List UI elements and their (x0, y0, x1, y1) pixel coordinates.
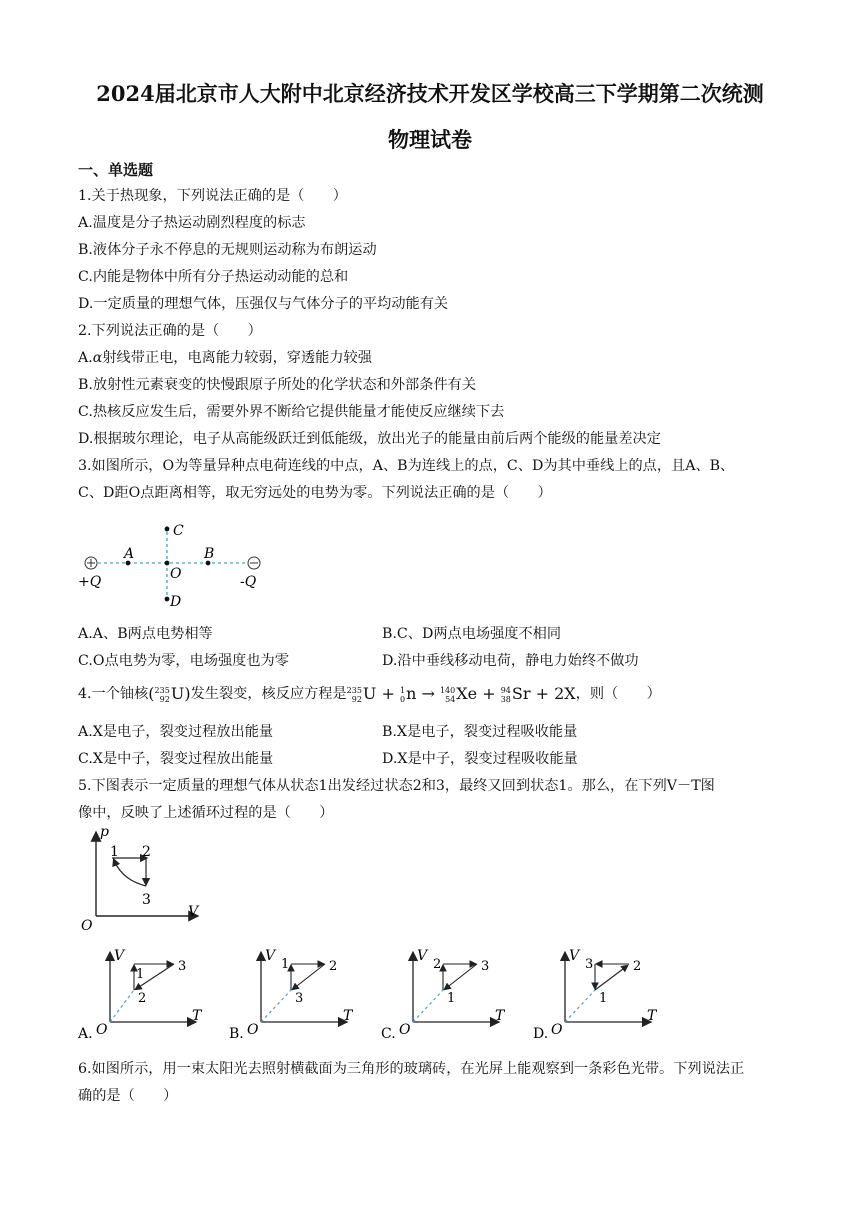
state-2-label: 2 (142, 844, 151, 860)
point-d-label: D (170, 594, 182, 610)
q4-stem: 4.一个铀核( 235 92 U)发生裂变，核反应方程是 235 92 U + 1 0 n → 140 54 Xe + 94 38 Sr + 2X，则（ ） (78, 684, 661, 704)
option-letter: B. (229, 1026, 244, 1042)
origin-label: O (81, 918, 93, 934)
plus-q-label: +Q (78, 574, 102, 590)
q4-option-b: B.X是电子，裂变过程吸收能量 (382, 724, 578, 740)
t-axis-label: T (192, 1008, 202, 1024)
state-label: 3 (481, 959, 490, 974)
q6-stem-line2: 确的是（ ） (78, 1088, 178, 1104)
state-label: 3 (585, 957, 594, 972)
vt-graph-option-a (78, 950, 208, 1040)
vt-graph-option-d (533, 950, 663, 1040)
q4-option-c: C.X是中子，裂变过程放出能量 (78, 751, 274, 767)
q3-option-d: D.沿中垂线移动电荷，静电力始终不做功 (382, 653, 639, 669)
origin-label: O (399, 1022, 411, 1038)
q3-option-c: C.O点电势为零，电场强度也为零 (78, 653, 289, 669)
state-label: 2 (433, 957, 442, 972)
v-axis-label: V (188, 904, 199, 920)
state-label: 3 (295, 991, 304, 1006)
q2-stem: 2.下列说法正确的是（ ） (78, 323, 262, 339)
t-axis-label: T (495, 1008, 505, 1024)
point-a-label: A (124, 546, 135, 562)
q3-option-a: A.A、B两点电势相等 (78, 626, 213, 642)
p-axis-label: p (100, 824, 109, 840)
v-axis-label: V (265, 948, 276, 964)
vt-graph-option-c (381, 950, 511, 1040)
point-b-label: B (204, 546, 215, 562)
point-o-label: O (170, 566, 182, 582)
q4-option-d: D.X是中子，裂变过程吸收能量 (382, 751, 578, 767)
state-label: 1 (281, 957, 290, 972)
pv-diagram (78, 824, 208, 938)
t-axis-label: T (647, 1008, 657, 1024)
uranium-nuclide: ( 235 92 U) (148, 684, 191, 704)
q6-stem-line1: 6.如图所示，用一束太阳光去照射横截面为三角形的玻璃砖，在光屏上能观察到一条彩色光带。下列说法正 (78, 1061, 745, 1077)
q3-stem-line2: C、D距O点距离相等，取无穷远处的电势为零。下列说法正确的是（ ） (78, 485, 552, 501)
origin-label: O (551, 1022, 563, 1038)
origin-label: O (96, 1022, 108, 1038)
q3-stem-line1: 3.如图所示，O为等量异种点电荷连线的中点，A、B为连线上的点，C、D为其中垂线上的点，且A、B、 (78, 458, 735, 474)
q3-option-b: B.C、D两点电场强度不相同 (382, 626, 562, 642)
point-c-label: C (173, 523, 184, 539)
origin-label: O (247, 1022, 259, 1038)
state-label: 2 (138, 991, 147, 1006)
minus-q-label: -Q (240, 574, 257, 590)
q2-option-a: A.α射线带正电，电离能力较弱，穿透能力较强 (78, 350, 372, 366)
alpha-symbol: α (92, 350, 103, 366)
state-label: 3 (178, 959, 187, 974)
state-label: 2 (633, 959, 642, 974)
q1-stem: 1.关于热现象，下列说法正确的是（ ） (78, 188, 347, 204)
q1-option-d: D.一定质量的理想气体，压强仅与气体分子的平均动能有关 (78, 296, 449, 312)
q2-option-c: C.热核反应发生后，需要外界不断给它提供能量才能使反应继续下去 (78, 404, 505, 420)
state-label: 1 (599, 991, 608, 1006)
option-letter: A. (78, 1026, 93, 1042)
page-title-line2: 物理试卷 (388, 127, 472, 152)
state-1-label: 1 (110, 844, 119, 860)
q2-option-b: B.放射性元素衰变的快慢跟原子所处的化学状态和外部条件有关 (78, 377, 477, 393)
q5-stem-line2: 像中，反映了上述循环过程的是（ ） (78, 805, 334, 821)
vt-graph-option-b (229, 950, 359, 1040)
t-axis-label: T (343, 1008, 353, 1024)
q1-option-c: C.内能是物体中所有分子热运动动能的总和 (78, 269, 349, 285)
state-label: 1 (447, 991, 456, 1006)
q1-option-a: A.温度是分子热运动剧烈程度的标志 (78, 215, 306, 231)
reaction-equation: 235 92 U + 1 0 n → 140 54 Xe + 94 38 Sr + 2X (346, 684, 576, 704)
state-label: 1 (136, 967, 145, 982)
page-title-line1: 2024届北京市人大附中北京经济技术开发区学校高三下学期第二次统测 (96, 81, 764, 106)
option-letter: D. (533, 1026, 549, 1042)
q1-option-b: B.液体分子永不停息的无规则运动称为布朗运动 (78, 242, 377, 258)
q4-option-a: A.X是电子，裂变过程放出能量 (78, 724, 274, 740)
state-label: 2 (329, 959, 338, 974)
section-heading: 一、单选题 (78, 161, 154, 179)
q2-option-d: D.根据玻尔理论，电子从高能级跃迁到低能级，放出光子的能量由前后两个能级的能量差决定 (78, 431, 661, 447)
state-3-label: 3 (142, 892, 151, 908)
v-axis-label: V (417, 948, 428, 964)
q5-stem-line1: 5.下图表示一定质量的理想气体从状态1出发经过状态2和3，最终又回到状态1。那么，在下列V－T图 (78, 778, 715, 794)
option-letter: C. (381, 1026, 396, 1042)
v-axis-label: V (569, 948, 580, 964)
v-axis-label: V (114, 948, 125, 964)
charge-diagram (78, 520, 278, 612)
